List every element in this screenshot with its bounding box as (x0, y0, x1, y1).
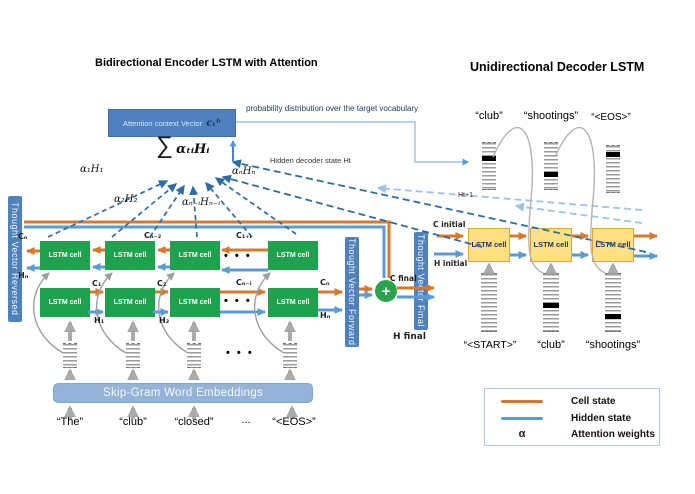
cell-state-swatch (501, 400, 543, 403)
attention-box-label: Attention context Vector (123, 118, 203, 128)
reversed-row-dots: • • • (224, 250, 252, 262)
legend-box (484, 388, 660, 446)
label-c1: C₁ (92, 279, 102, 288)
sum-symbol: ∑ (156, 132, 174, 159)
decoder-cell-1: LSTM cell (468, 228, 510, 262)
forward-row-dots: • • • (224, 295, 252, 307)
label-c-initial: C initial (433, 220, 466, 229)
sum-terms: αₜᵢHᵢ (176, 142, 210, 157)
label-c1-i: C₁₊ᵢ (236, 231, 252, 240)
attention-weight-label-4: αₙHₙ (232, 166, 256, 177)
input-word-dots: ... (241, 414, 251, 426)
output-word-shootings: “shootings” (523, 110, 579, 122)
decoder-input-word-start: “<START>” (463, 339, 517, 351)
label-hn-top: Hₙ (18, 271, 29, 280)
label-cn-i: Cₙ₋ᵢ (236, 278, 252, 287)
add-states-node: + (375, 280, 397, 302)
encoder-cell-forward-4: LSTM cell (268, 288, 318, 317)
input-word-eos: “<EOS>” (272, 416, 316, 428)
label-h1: H₁ (94, 316, 105, 325)
label-cn-out: Cₙ (320, 278, 330, 287)
attention-box-formula: cₜᵇ (206, 117, 221, 129)
decoder-cell-3: LSTM cell (592, 228, 634, 262)
legend-row-cell-state (501, 394, 615, 408)
vector-row-dots: • • • (226, 347, 254, 359)
hidden-state-swatch (501, 417, 543, 420)
cell-state-label: Cell state (571, 395, 616, 407)
label-h-final: H final (393, 332, 426, 342)
encoder-cell-forward-3: LSTM cell (170, 288, 220, 317)
decoder-cell-2: LSTM cell (530, 228, 572, 262)
legend-row-attention-weights (501, 427, 655, 441)
decoder-title: Unidirectional Decoder LSTM (470, 60, 645, 74)
output-word-club: “club” (475, 110, 503, 122)
encoder-title: Bidirectional Encoder LSTM with Attention (95, 57, 318, 69)
label-h-initial: H initial (434, 259, 468, 268)
attention-weights-label: Attention weights (571, 428, 655, 440)
label-c-final: C final (390, 274, 417, 283)
input-word-the: “The” (56, 416, 84, 428)
attention-sum-formula (156, 134, 209, 158)
skipgram-embeddings-bar: Skip-Gram Word Embeddings (53, 383, 313, 403)
attention-weight-label-1: α₁H₁ (80, 164, 104, 175)
encoder-cell-reversed-1: LSTM cell (40, 241, 90, 270)
probability-distribution-label: probability distribution over the target vocabulary (246, 104, 419, 113)
decoder-input-word-club: “club” (537, 339, 565, 351)
label-cn-top: Cₙ (18, 232, 28, 241)
thought-vector-reversed-bar: Thought Vector Reversed (8, 196, 22, 322)
input-word-club: “club” (119, 416, 147, 428)
label-c2: C₂ (157, 279, 167, 288)
output-word-eos: “<EOS>” (591, 112, 631, 123)
hidden-state-label: Hidden state (571, 412, 632, 424)
ht-plus-1-label: Ht+1 (458, 192, 473, 199)
hidden-decoder-state-label: Hidden decoder state Ht (270, 156, 351, 165)
attention-weight-label-2: α₂H₂ (114, 194, 138, 205)
label-cn-2: Cₙ₋₂ (144, 231, 162, 240)
encoder-cell-reversed-2: LSTM cell (105, 241, 155, 270)
label-hn-out: Hₙ (320, 311, 331, 320)
encoder-cell-reversed-4: LSTM cell (268, 241, 318, 270)
encoder-cell-forward-1: LSTM cell (40, 288, 90, 317)
label-h2: H₂ (159, 316, 170, 325)
encoder-cell-forward-2: LSTM cell (105, 288, 155, 317)
decoder-input-word-shootings: “shootings” (585, 339, 641, 351)
input-word-closed: “closed” (174, 416, 214, 428)
thought-vector-final-bar: Thought Vector Final (414, 232, 428, 330)
attention-weight-label-3: αₙ₋ᵢHₙ₋ᵢ (182, 197, 221, 208)
alpha-symbol: α (518, 428, 526, 440)
thought-vector-forward-bar: Thought Vector Forward (347, 238, 357, 346)
legend-row-hidden-state (501, 411, 631, 425)
encoder-cell-reversed-3: LSTM cell (170, 241, 220, 270)
